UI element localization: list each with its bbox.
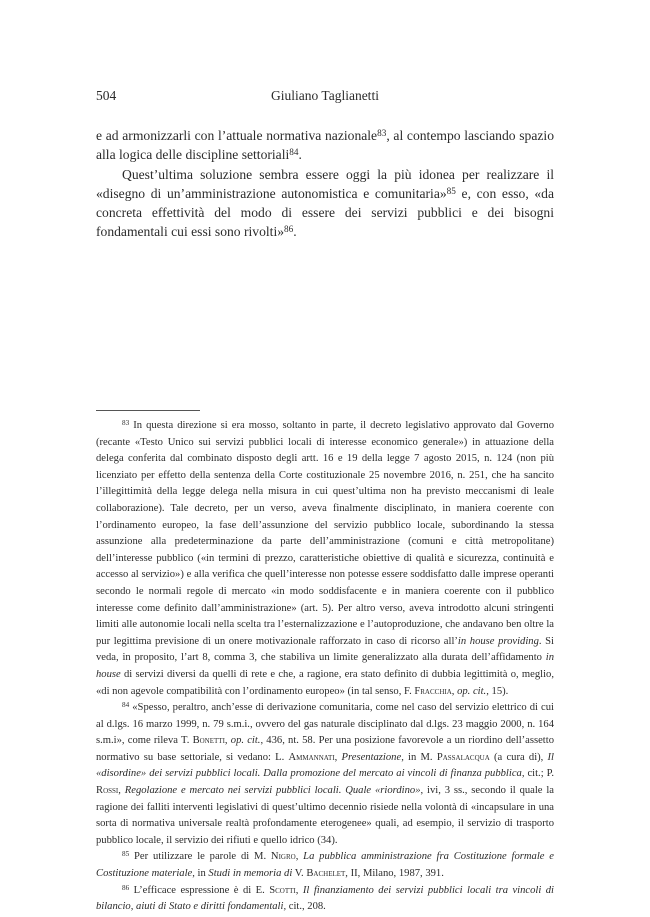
paragraph bbox=[96, 126, 554, 165]
italic-text: Il finanziamento dei servizi pubblici locali tra vincoli di bilancio, aiuti di Stato e diritti fondamentali, bbox=[96, 884, 554, 913]
text-run: , in M. bbox=[401, 751, 437, 763]
text-run: Quest’ultima soluzione sembra essere oggi la più idonea per realizzare il «disegno di un’amministrazione autonomistica e comunitaria» bbox=[96, 166, 554, 201]
paragraph bbox=[96, 165, 554, 242]
author-name: Fracchia bbox=[414, 685, 452, 697]
text-run: V. bbox=[292, 868, 307, 880]
italic-text: Regolazione e mercato nei servizi pubblici locali. Quale «riordino» bbox=[124, 785, 421, 797]
text-run: , bbox=[224, 735, 231, 747]
author-name: Bonetti bbox=[192, 735, 225, 747]
footnote-number: 86 bbox=[122, 883, 130, 892]
italic-text: Studi in memoria di bbox=[208, 868, 293, 880]
italic-text: op. cit. bbox=[230, 735, 261, 747]
footnote-ref: 83 bbox=[377, 127, 387, 138]
text-run: cit.; P. bbox=[524, 768, 554, 780]
footnote-number: 83 bbox=[122, 418, 130, 427]
italic-text: op. cit. bbox=[457, 685, 487, 697]
text-run: , bbox=[334, 751, 342, 763]
text-run: , bbox=[118, 785, 125, 797]
text-run: . bbox=[293, 224, 297, 240]
italic-text: in house bbox=[96, 652, 554, 680]
text-run: , al contempo lasciando spazio alla logica delle discipline settoriali bbox=[96, 128, 554, 163]
text-run: In questa direzione si era mosso, soltanto in parte, il decreto legislativo approvato dal Governo (recante «Testo Unico sui servizi pubblici locali di interesse economico generale») in attuazione della delega conferita dal combinato disposto degli artt. 16 e 19 della legge 7 agosto 2015, n. 124 (non più licenziato per effetto della sentenza della Corte costituzionale 25 novembre 2016, n. 251, che ha sancito l’illegittimità della legge delega nella misura in cui quest’ultima non ha previsto meccanismi di leale collaborazione). Tale decreto, per un verso, aveva finalmente disciplinato, in maniera coerente con l’ordinamento europeo, la fase dell’assunzione del servizio pubblico locale, subordinando la stessa assunzione alla predeterminazione da parte dell’amministrazione (comuni e città metropolitane) dell’interesse pubblico («in termini di prezzo, caratteristiche obiettive di qualità e sicurezza, continuità e accesso al servizio») e alla verifica che quell’interesse non potesse essere soddisfatto dalle imprese operanti secondo le normali regole di mercato «in modo soddisfacente e in maniera coerente con il pubblico interesse come definito dall’amministrazione» (art. 5). Per altro verso, aveva introdotto alcuni stringenti limiti alle autonomie locali nella scelta tra l’esternalizzazione e l’autoproduzione, che andavano ben oltre la pur legittima previsione di un onere motivazionale rafforzato in caso di ricorso all’ bbox=[96, 420, 554, 647]
author-name: Scotti bbox=[269, 884, 296, 896]
italic-text: La pubblica amministrazione fra Costituzione formale e Costituzione materiale bbox=[96, 851, 555, 880]
text-run: , bbox=[451, 685, 458, 697]
text-run: , ivi, 3 ss., secondo il quale la ragione dei falliti interventi legislativi di quest’ultimo decennio risiede nella volontà di «incapsulare in una sorta di normativa universale realtà profondamente eterogenee» quali, ad esempio, il servizio di trasporto pubblico locale, il servizio dei rifiuti e quello idrico (34). bbox=[96, 785, 555, 846]
author-name: Nigro bbox=[270, 851, 296, 863]
author-name: Bachelet bbox=[306, 868, 346, 880]
author-name: Rossi bbox=[96, 785, 119, 797]
text-run: e ad armonizzarli con l’attuale normativa nazionale bbox=[96, 128, 378, 143]
italic-text: in house providing bbox=[457, 635, 539, 647]
text-run: . bbox=[298, 147, 302, 163]
body-text bbox=[96, 126, 554, 242]
text-run: , bbox=[295, 851, 304, 863]
text-run: , 436, nt. 58. Per una posizione favorevole a un riordino dell’assetto normativo su base settoriale, si vedano: L. bbox=[96, 735, 554, 763]
text-run: Per utilizzare le parole di M. bbox=[134, 851, 271, 863]
footnote-ref: 84 bbox=[289, 147, 299, 158]
author-name: Passalacqua bbox=[436, 751, 490, 763]
text-run: , 15). bbox=[486, 685, 509, 697]
text-run: , II, Milano, 1987, 391. bbox=[345, 868, 444, 880]
text-run: «Spesso, peraltro, anch’esse di derivazione comunitaria, come nel caso del servizio elettrico di cui al d.lgs. 16 marzo 1999, n. 79 s.m.i., ovvero del gas naturale disciplinato dal d.lgs. 23 maggio 2000, n. 164 s.m.i», come rileva T. bbox=[96, 702, 554, 747]
text-run: cit., 208. bbox=[286, 901, 326, 913]
footnote-separator bbox=[96, 410, 200, 411]
running-head: Giuliano Taglianetti bbox=[271, 88, 379, 103]
italic-text: Il «disordine» dei servizi pubblici locali. Dalla promozione del mercato ai vincoli di finanza pubblica, bbox=[96, 751, 555, 780]
footnote-number: 84 bbox=[122, 700, 130, 709]
italic-text: Presentazione bbox=[341, 751, 402, 763]
footnote-ref: 86 bbox=[284, 224, 294, 235]
footnote bbox=[96, 849, 554, 882]
text-run: di servizi diversi da quelli di rete e che, a ragione, era stato definito di dubbia legittimità o, meglio, «di non agevole compatibilità con l’ordinamento europeo» (in tal senso, F. bbox=[96, 668, 554, 697]
text-run: , bbox=[295, 884, 303, 896]
author-name: Ammannati bbox=[288, 751, 335, 763]
footnote bbox=[96, 418, 554, 700]
text-run: , in bbox=[192, 868, 209, 880]
text-run: (a cura di), bbox=[489, 751, 548, 763]
text-run: e, con esso, «da concreta effettività del modo di essere dei servizi pubblici e dei bisogni fondamentali cui essi sono rivolti» bbox=[96, 185, 554, 240]
page-header bbox=[96, 88, 554, 106]
page-number: 504 bbox=[96, 88, 117, 103]
footnotes bbox=[96, 418, 554, 916]
footnote bbox=[96, 883, 554, 916]
footnote-number: 85 bbox=[122, 850, 130, 859]
footnote-ref: 85 bbox=[446, 185, 456, 196]
footnote bbox=[96, 700, 554, 849]
text-run: . Si veda, in proposito, l’art 8, comma 3, che stabiliva un limite generalizzato alla durata dell’affidamento bbox=[96, 635, 554, 664]
text-run: L’efficace espressione è di E. bbox=[133, 884, 270, 896]
